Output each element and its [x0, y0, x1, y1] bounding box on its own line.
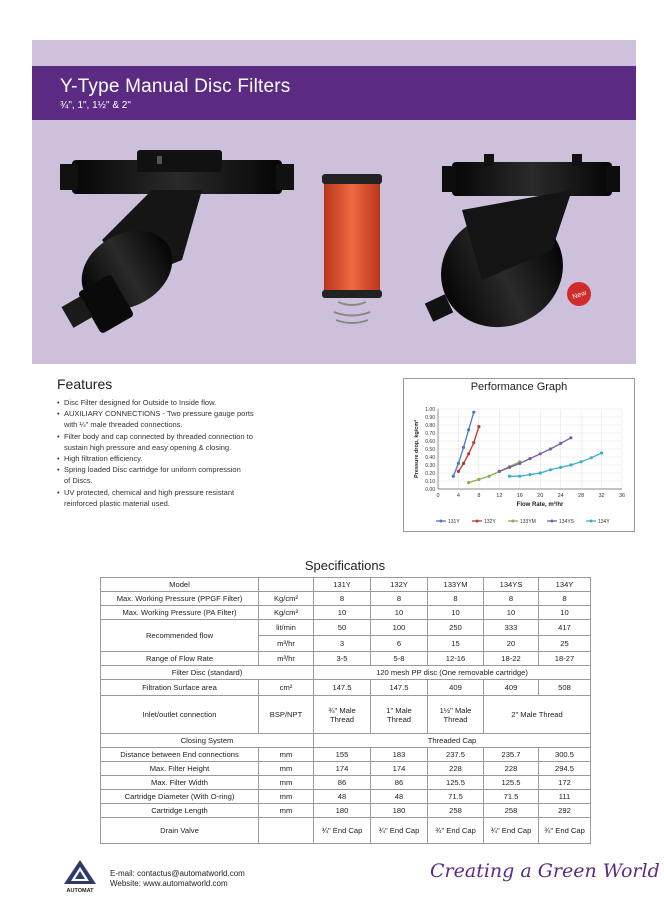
legend-marker-133YM: [512, 520, 515, 523]
contact-info: [110, 869, 245, 888]
table-cell: 71.5: [484, 790, 539, 804]
legend-label-134Y: 134Y: [598, 519, 610, 525]
table-cell: 183: [371, 748, 428, 762]
y-tick-label: 0.00: [425, 487, 435, 493]
table-cell: ¾" End Cap: [484, 818, 539, 844]
right-filter-image: [422, 154, 620, 347]
table-cell: 174: [314, 762, 371, 776]
table-cell: Max. Filter Width: [101, 776, 259, 790]
table-cell: 5-8: [371, 652, 428, 666]
table-cell: 1" Male Thread: [371, 696, 428, 734]
table-cell: 10: [314, 606, 371, 620]
table-row: [101, 734, 591, 748]
data-point-131Y: [457, 462, 460, 465]
features-list: [57, 397, 307, 509]
x-tick-label: 20: [537, 493, 544, 499]
table-cell: Max. Working Pressure (PPGF Filter): [101, 592, 259, 606]
table-cell: 10: [428, 606, 484, 620]
table-cell: 8: [314, 592, 371, 606]
series-line-134Y: [510, 453, 602, 476]
table-cell: 120 mesh PP disc (One removable cartridge): [314, 666, 591, 680]
y-tick-label: 0.40: [425, 455, 435, 461]
y-tick-label: 0.30: [425, 463, 435, 469]
new-badge: [567, 282, 591, 306]
data-point-134YS: [539, 452, 542, 455]
table-cell: 111: [539, 790, 591, 804]
table-cell: Max. Filter Height: [101, 762, 259, 776]
graph-title: Performance Graph: [470, 381, 568, 393]
table-row: [101, 578, 591, 592]
data-point-134Y: [539, 471, 542, 474]
table-cell: 134Y: [539, 578, 591, 592]
legend-marker-131Y: [440, 520, 443, 523]
table-row: [101, 620, 591, 636]
performance-chart-svg: [404, 379, 634, 531]
table-cell: 3-5: [314, 652, 371, 666]
table-cell: 228: [484, 762, 539, 776]
x-tick-label: 28: [578, 493, 585, 499]
page-title: Y-Type Manual Disc Filters: [60, 76, 291, 97]
table-row: [101, 666, 591, 680]
table-cell: 132Y: [371, 578, 428, 592]
data-point-133YM: [477, 478, 480, 481]
features-heading: Features: [57, 376, 113, 392]
page-subtitle: ¾", 1", 1½" & 2": [60, 100, 131, 111]
data-point-134Y: [590, 456, 593, 459]
table-cell: Kg/cm²: [259, 592, 314, 606]
table-cell: mm: [259, 790, 314, 804]
table-cell: 258: [428, 804, 484, 818]
table-cell: Filter Disc (standard): [101, 666, 314, 680]
x-tick-label: 32: [598, 493, 605, 499]
table-cell: 6: [371, 636, 428, 652]
data-point-134Y: [508, 475, 511, 478]
table-cell: Filtration Surface area: [101, 680, 259, 696]
x-tick-label: 36: [618, 493, 626, 499]
specifications-table: [100, 577, 591, 844]
table-cell: 8: [428, 592, 484, 606]
table-cell: Recommended flow: [101, 620, 259, 652]
table-cell: 508: [539, 680, 591, 696]
x-tick-label: 0: [436, 493, 440, 499]
data-point-131Y: [452, 475, 455, 478]
table-cell: 86: [371, 776, 428, 790]
feature-item: • High filtration efficiency.: [57, 453, 307, 464]
table-cell: 15: [428, 636, 484, 652]
title-banner: [32, 66, 636, 120]
data-point-133YM: [467, 481, 470, 484]
data-point-134YS: [559, 442, 562, 445]
table-row: [101, 748, 591, 762]
table-cell: Distance between End connections: [101, 748, 259, 762]
left-filter-image: [60, 150, 294, 334]
legend-marker-134Y: [590, 520, 593, 523]
table-cell: 300.5: [539, 748, 591, 762]
table-cell: 235.7: [484, 748, 539, 762]
table-cell: 155: [314, 748, 371, 762]
table-cell: 147.5: [371, 680, 428, 696]
data-point-134Y: [559, 466, 562, 469]
table-cell: 250: [428, 620, 484, 636]
data-point-134Y: [580, 460, 583, 463]
table-cell: 10: [371, 606, 428, 620]
table-cell: 180: [314, 804, 371, 818]
table-cell: Model: [101, 578, 259, 592]
table-cell: Cartridge Length: [101, 804, 259, 818]
table-cell: 172: [539, 776, 591, 790]
legend-label-133YM: 133YM: [520, 519, 536, 525]
data-point-131Y: [462, 446, 465, 449]
x-axis-label: Flow Rate, m³/hr: [516, 502, 564, 508]
x-tick-label: 24: [557, 493, 564, 499]
data-point-132Y: [457, 470, 460, 473]
table-cell: ¾" Male Thread: [314, 696, 371, 734]
y-tick-label: 0.20: [425, 471, 435, 477]
table-cell: lit/min: [259, 620, 314, 636]
table-cell: 20: [484, 636, 539, 652]
table-cell: 133YM: [428, 578, 484, 592]
table-cell: BSP/NPT: [259, 696, 314, 734]
table-cell: mm: [259, 804, 314, 818]
x-tick-label: 4: [456, 493, 460, 499]
feature-item: • UV protected, chemical and high pressure resistant reinforced plastic material used.: [57, 487, 307, 509]
table-cell: 71.5: [428, 790, 484, 804]
table-row: [101, 606, 591, 620]
contact-email[interactable]: E-mail: contactus@automatworld.com: [110, 869, 245, 878]
table-cell: 292: [539, 804, 591, 818]
top-color-band: [32, 40, 636, 66]
table-cell: ¾" End Cap: [314, 818, 371, 844]
legend-label-131Y: 131Y: [448, 519, 460, 525]
table-cell: 12-16: [428, 652, 484, 666]
table-cell: [259, 818, 314, 844]
table-cell: 18-27: [539, 652, 591, 666]
x-tick-label: 12: [496, 493, 503, 499]
table-cell: mm: [259, 762, 314, 776]
y-tick-label: 0.80: [425, 423, 435, 429]
y-tick-label: 0.70: [425, 431, 435, 437]
table-row: [101, 762, 591, 776]
data-point-134YS: [518, 462, 521, 465]
table-cell: 134YS: [484, 578, 539, 592]
table-row: [101, 592, 591, 606]
table-cell: ¾" End Cap: [428, 818, 484, 844]
logo-triangle-icon: [60, 858, 100, 894]
slogan: Creating a Green World: [430, 860, 660, 882]
table-cell: 409: [484, 680, 539, 696]
table-cell: 50: [314, 620, 371, 636]
data-point-134YS: [498, 470, 501, 473]
feature-item: • AUXILIARY CONNECTIONS - Two pressure gauge ports with ¼" male threaded connections.: [57, 408, 307, 430]
table-cell: 228: [428, 762, 484, 776]
y-tick-label: 0.60: [425, 439, 435, 445]
table-cell: 237.5: [428, 748, 484, 762]
table-row: [101, 680, 591, 696]
data-point-134YS: [569, 436, 572, 439]
table-cell: 86: [314, 776, 371, 790]
feature-item: • Filter body and cap connected by threaded connection to sustain high pressure and easy opening & closing.: [57, 431, 307, 453]
legend-marker-132Y: [476, 520, 479, 523]
table-cell: 18-22: [484, 652, 539, 666]
legend-marker-134YS: [551, 520, 554, 523]
data-point-134Y: [518, 475, 521, 478]
table-cell: 333: [484, 620, 539, 636]
y-tick-label: 0.90: [425, 415, 435, 421]
table-cell: mm: [259, 748, 314, 762]
table-cell: 100: [371, 620, 428, 636]
data-point-134Y: [600, 451, 603, 454]
product-photo-area: [32, 120, 636, 364]
table-cell: m³/hr: [259, 652, 314, 666]
data-point-131Y: [472, 411, 475, 414]
table-cell: Drain Valve: [101, 818, 259, 844]
table-cell: Range of Flow Rate: [101, 652, 259, 666]
performance-graph: [403, 378, 635, 532]
table-cell: m³/hr: [259, 636, 314, 652]
data-point-132Y: [472, 441, 475, 444]
table-cell: 125.5: [484, 776, 539, 790]
table-cell: Cartridge Diameter (With O-ring): [101, 790, 259, 804]
new-badge-text: New: [571, 289, 588, 302]
feature-item: • Disc Filter designed for Outside to Inside flow.: [57, 397, 307, 408]
table-cell: 131Y: [314, 578, 371, 592]
table-cell: 8: [371, 592, 428, 606]
legend-label-132Y: 132Y: [484, 519, 496, 525]
product-photos: [32, 120, 636, 364]
data-point-134Y: [569, 463, 572, 466]
disc-cartridge-image: [322, 174, 382, 323]
data-point-134Y: [549, 468, 552, 471]
data-point-132Y: [467, 452, 470, 455]
table-cell: 125.5: [428, 776, 484, 790]
contact-website[interactable]: Website: www.automatworld.com: [110, 878, 228, 888]
table-cell: 294.5: [539, 762, 591, 776]
data-point-133YM: [488, 475, 491, 478]
y-tick-label: 0.10: [425, 479, 435, 485]
data-point-134Y: [528, 473, 531, 476]
specifications-heading: Specifications: [304, 558, 386, 573]
series-line-131Y: [453, 412, 473, 476]
data-point-132Y: [462, 462, 465, 465]
table-cell: Closing System: [101, 734, 314, 748]
table-cell: [259, 578, 314, 592]
table-cell: 25: [539, 636, 591, 652]
data-point-131Y: [467, 428, 470, 431]
table-row: [101, 776, 591, 790]
table-cell: 8: [539, 592, 591, 606]
table-cell: Kg/cm²: [259, 606, 314, 620]
table-row: [101, 652, 591, 666]
table-row: [101, 790, 591, 804]
data-point-134YS: [508, 466, 511, 469]
x-tick-label: 8: [477, 493, 481, 499]
legend-label-134YS: 134YS: [559, 519, 575, 525]
data-point-132Y: [477, 425, 480, 428]
table-cell: 147.5: [314, 680, 371, 696]
x-tick-label: 16: [516, 493, 523, 499]
table-cell: 48: [371, 790, 428, 804]
table-row: [101, 696, 591, 734]
table-cell: 10: [484, 606, 539, 620]
table-cell: 258: [484, 804, 539, 818]
table-cell: Inlet/outlet connection: [101, 696, 259, 734]
y-tick-label: 0.50: [425, 447, 435, 453]
table-cell: 409: [428, 680, 484, 696]
table-row: [101, 804, 591, 818]
table-cell: 48: [314, 790, 371, 804]
data-point-134YS: [528, 457, 531, 460]
feature-item: • Spring loaded Disc cartridge for uniform compression of Discs.: [57, 464, 307, 486]
table-cell: 3: [314, 636, 371, 652]
table-row: [101, 818, 591, 844]
table-cell: Threaded Cap: [314, 734, 591, 748]
y-axis-label: Pressure drop, kg/cm²: [414, 419, 420, 479]
table-cell: cm²: [259, 680, 314, 696]
automat-logo: [60, 858, 100, 894]
table-cell: 180: [371, 804, 428, 818]
table-cell: 1½" Male Thread: [428, 696, 484, 734]
table-cell: Max. Working Pressure (PA Filter): [101, 606, 259, 620]
table-cell: 2" Male Thread: [484, 696, 591, 734]
table-cell: 417: [539, 620, 591, 636]
data-point-134YS: [549, 447, 552, 450]
table-cell: mm: [259, 776, 314, 790]
table-cell: ¾" End Cap: [539, 818, 591, 844]
table-cell: ¾" End Cap: [371, 818, 428, 844]
logo-text: AUTOMAT: [66, 888, 94, 894]
table-cell: 10: [539, 606, 591, 620]
y-tick-label: 1.00: [425, 407, 435, 413]
table-cell: 174: [371, 762, 428, 776]
table-cell: 8: [484, 592, 539, 606]
